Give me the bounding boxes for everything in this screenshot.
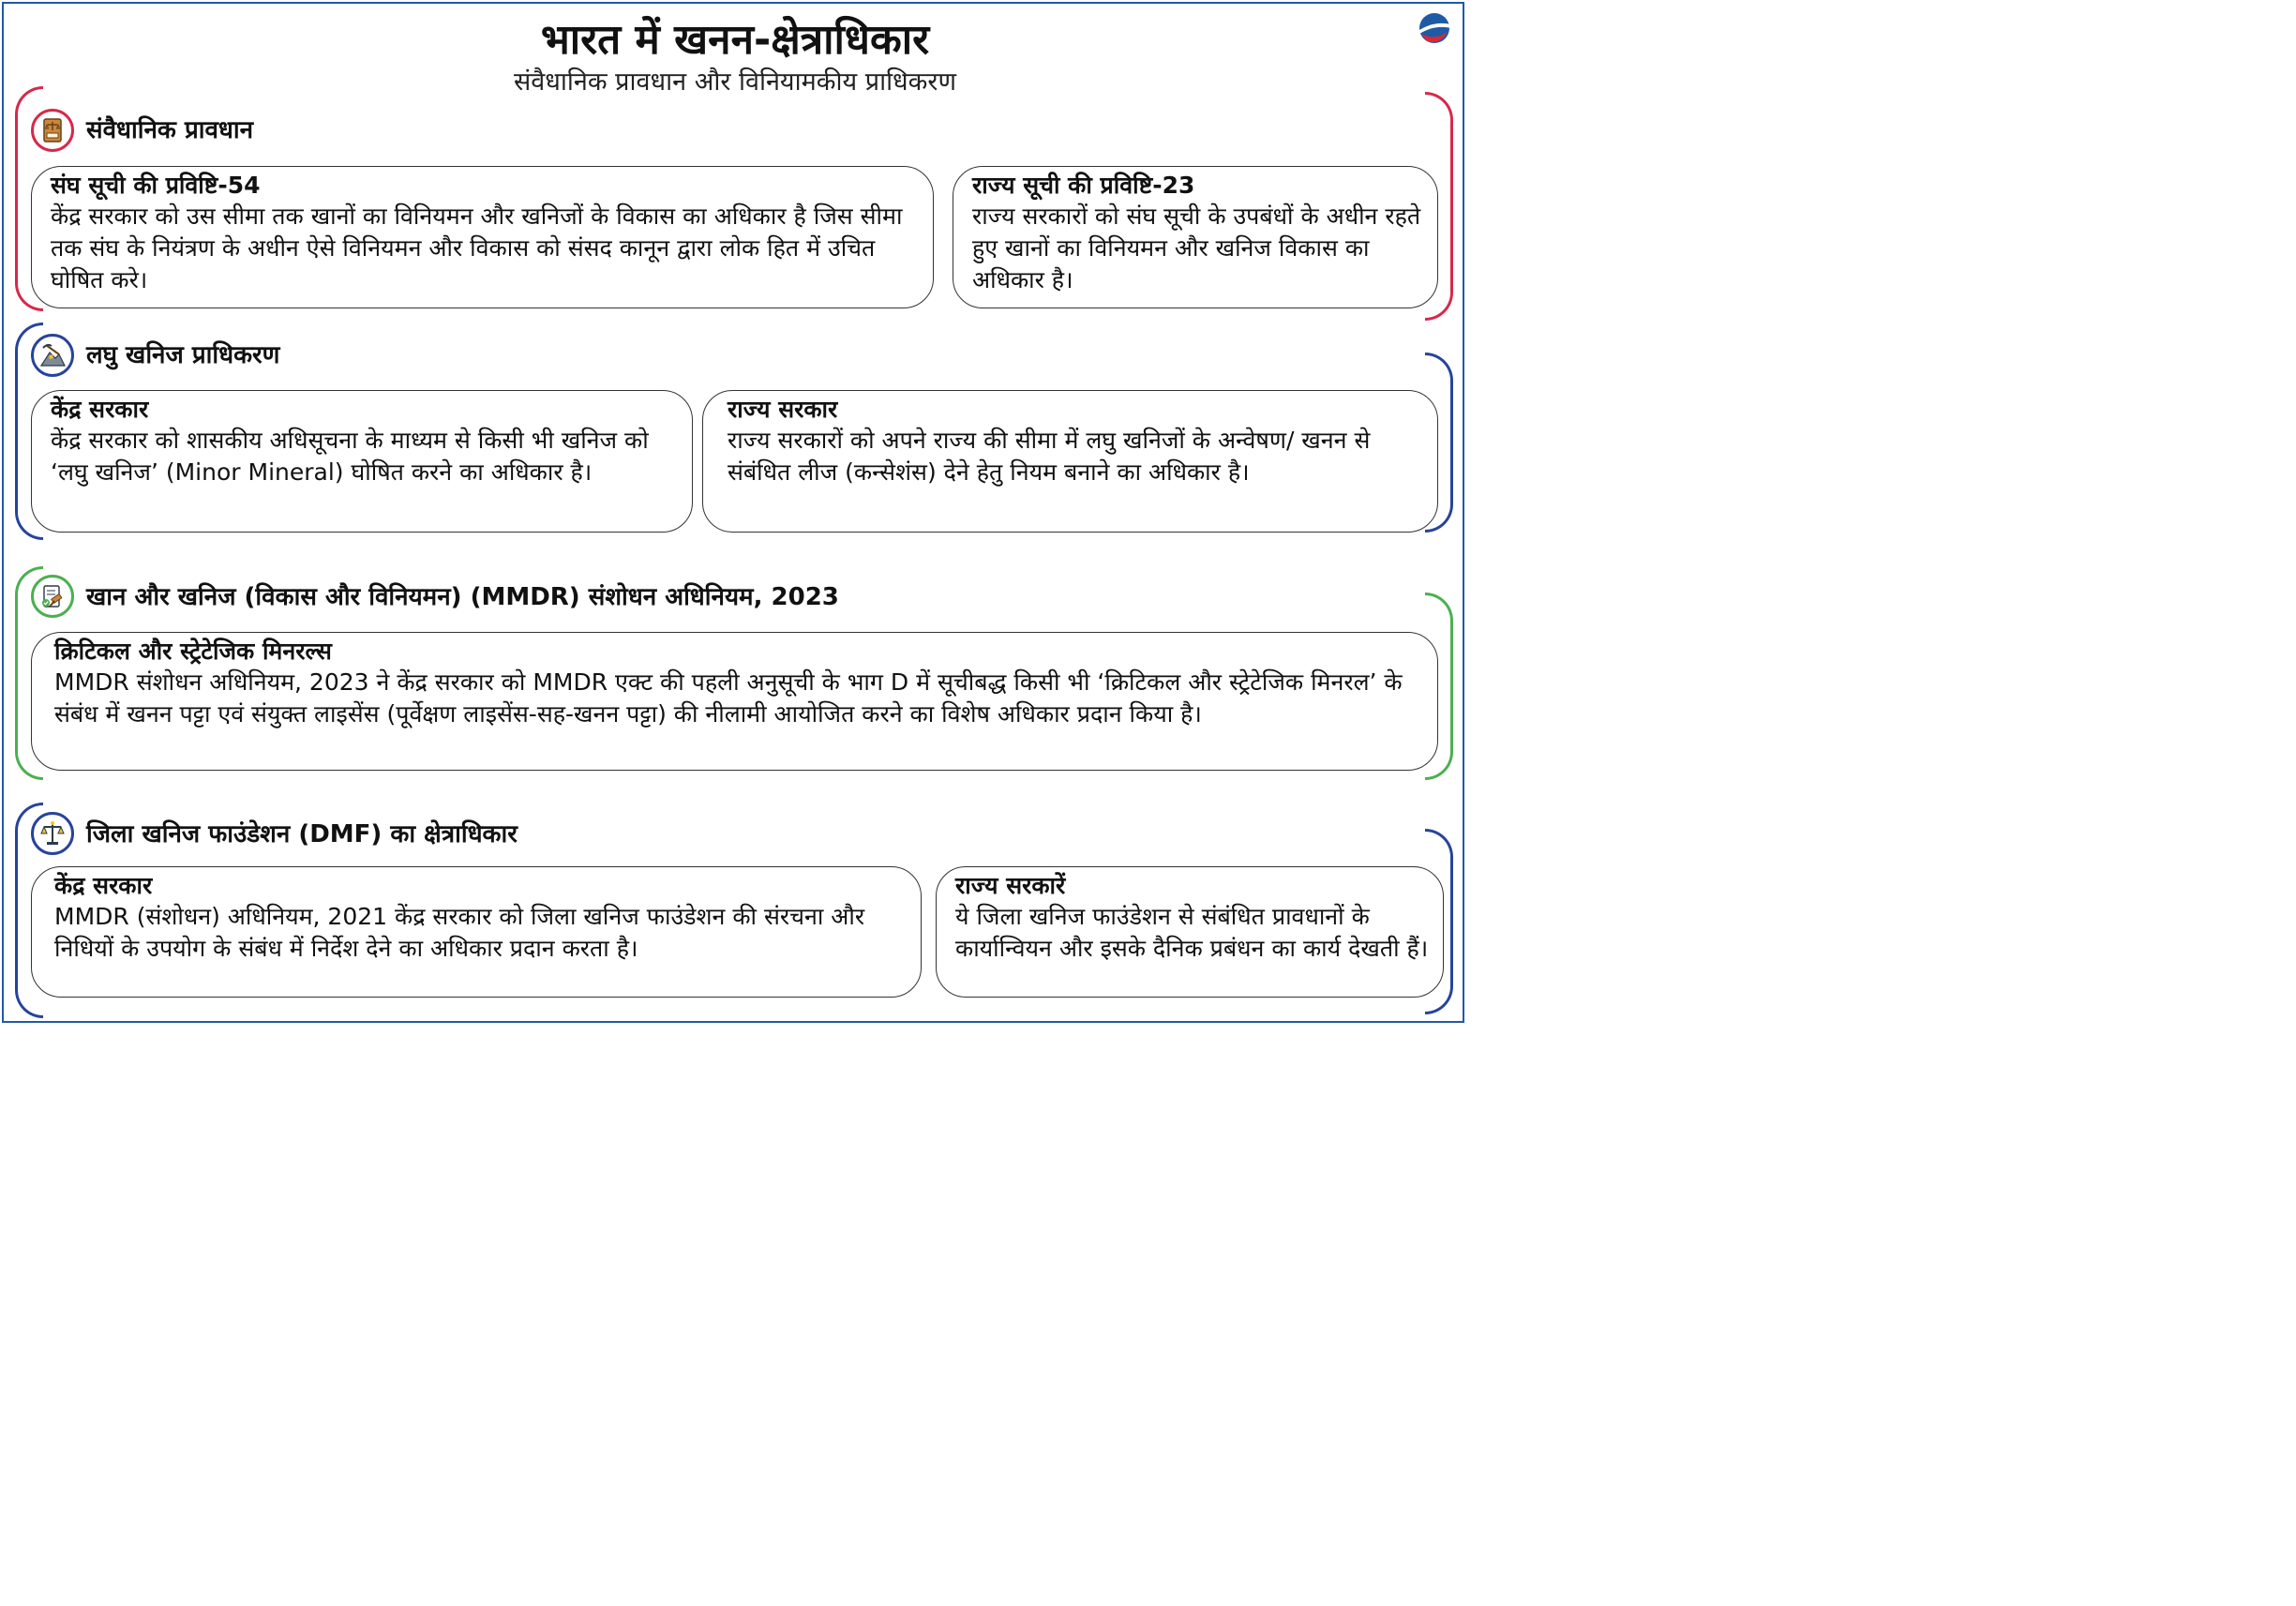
box-text: MMDR संशोधन अधिनियम, 2023 ने केंद्र सरकार को MMDR एक्ट की पहली अनुसूची के भाग D में सूचीबद्ध किसी भी ‘क्रिटिकल और स्ट्रेटेजिक मिनरल’ के संबंध में खनन पट्टा एवं संयुक्त लाइसेंस (पूर्वेक्षण लाइसेंस-सह-खनन पट्टा) की नीलामी आयोजित करने का विशेष अधिकार प्रदान किया है। — [54, 668, 1403, 728]
box-title: केंद्र सरकार — [51, 396, 149, 423]
box-text: केंद्र सरकार को शासकीय अधिसूचना के माध्यम से किसी भी खनिज को ‘लघु खनिज’ (Minor Mineral) घोषित करने का अधिकार है। — [51, 427, 649, 486]
section-2-title: लघु खनिज प्राधिकरण — [86, 341, 280, 369]
section-2-box-central-govt — [31, 390, 693, 533]
box-text: MMDR (संशोधन) अधिनियम, 2021 केंद्र सरकार को जिला खनिज फाउंडेशन की संरचना और निधियों के उपयोग के संबंध में निर्देश देने का अधिकार प्रदान करता है। — [54, 903, 865, 962]
law-book-icon — [31, 109, 74, 152]
section-4-box-state-govts — [936, 866, 1444, 998]
section-3-box-critical-minerals — [31, 632, 1438, 771]
section-4-box-central-govt — [31, 866, 922, 998]
box-title: संघ सूची की प्रविष्टि-54 — [51, 172, 261, 199]
section-1-box-state-list — [953, 166, 1438, 308]
section-1-title: संवैधानिक प्रावधान — [86, 116, 254, 144]
page-title: भारत में खनन-क्षेत्राधिकार — [540, 16, 930, 64]
section-4-title: जिला खनिज फाउंडेशन (DMF) का क्षेत्राधिकार — [86, 820, 518, 848]
box-title: राज्य सरकारें — [955, 872, 1066, 899]
box-title: केंद्र सरकार — [54, 872, 153, 899]
section-1-box-union-list — [31, 166, 934, 308]
section-3-title: खान और खनिज (विकास और विनियमन) (MMDR) संशोधन अधिनियम, 2023 — [86, 583, 839, 611]
box-text: ये जिला खनिज फाउंडेशन से संबंधित प्रावधानों के कार्यान्वियन और इसके दैनिक प्रबंधन का कार्य देखती हैं। — [955, 903, 1429, 962]
box-text: केंद्र सरकार को उस सीमा तक खानों का विनियमन और खनिजों के विकास का अधिकार है जिस सीमा तक संघ के नियंत्रण के अधीन ऐसे विनियमन और विकास को संसद कानून द्वारा लोक हित में उचित घोषित करे। — [51, 203, 903, 293]
box-title: राज्य सूची की प्रविष्टि-23 — [972, 172, 1195, 199]
box-text: राज्य सरकारों को संघ सूची के उपबंधों के अधीन रहते हुए खानों का विनियमन और खनिज विकास का अधिकार है। — [972, 203, 1421, 293]
page-subtitle: संवैधानिक प्रावधान और विनियामकीय प्राधिकरण — [514, 68, 956, 97]
gavel-document-icon — [31, 575, 74, 618]
section-2-box-state-govt — [702, 390, 1438, 533]
scales-icon — [31, 812, 74, 855]
box-text: राज्य सरकारों को अपने राज्य की सीमा में लघु खनिजों के अन्वेषण/ खनन से संबंधित लीज (कन्सेशंस) देने हेतु नियम बनाने का अधिकार है। — [728, 427, 1371, 486]
mining-icon — [31, 334, 74, 377]
box-title: क्रिटिकल और स्ट्रेटेजिक मिनरल्स — [54, 638, 332, 665]
box-title: राज्य सरकार — [728, 396, 838, 423]
